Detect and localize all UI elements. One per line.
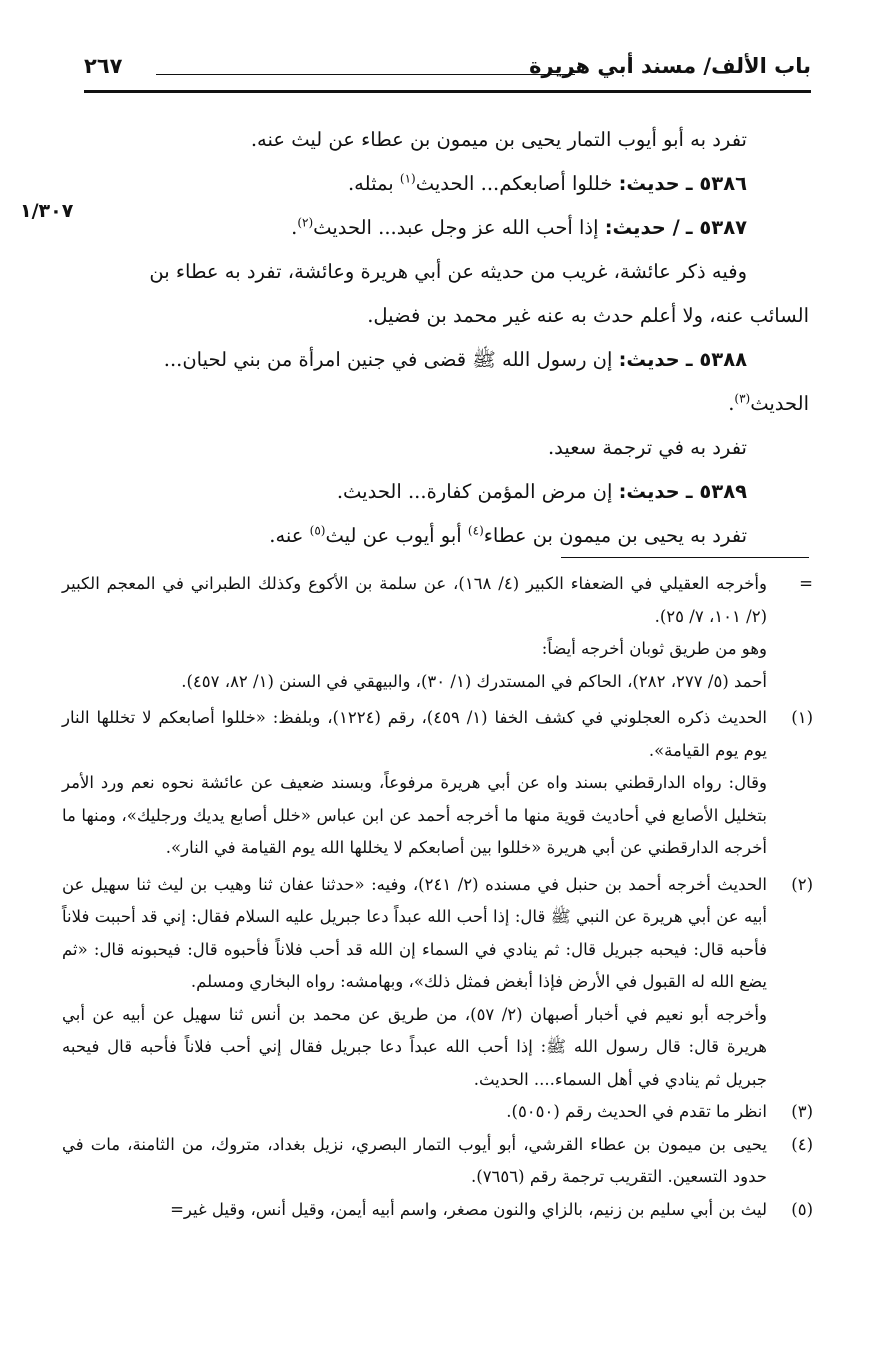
footnote-text: يحيى بن ميمون بن عطاء القرشي، أبو أيوب التمار البصري، نزيل بغداد، متروك، من الثامنة، مات في حدود التسعين. التقريب ترجمة رقم (٧٦٥٦). [62,1134,767,1186]
footnote-3 [62,1096,813,1129]
paragraph-continued: السائب عنه، ولا أعلم حدث به عنه غير محمد بن فضيل. [367,304,809,327]
footnote-text: الحديث ذكره العجلوني في كشف الخفا (١/ ٤٥٩)، رقم (١٢٢٤)، وبلفظ: «خللوا أصابعكم لا تخللها النار يوم يوم القيامة». [62,708,767,760]
footnote-ref: (٣) [734,391,751,406]
page-header [84,48,811,88]
hadith-text: إذا أحب الله عز وجل عبد... الحديث [313,216,599,239]
hadith-number: ٥٣٨٨ ـ [685,348,747,371]
footnote-paragraph: وهو من طريق ثوبان أخرجه أيضاً: [541,639,767,658]
footnote-text: ليث بن أبي سليم بن زنيم، بالزاي والنون مصغر، واسم أبيه أيمن، وقيل أنس، وقيل غير= [170,1199,767,1219]
header-rule [84,90,811,93]
footnote-separator [561,557,809,558]
hadith-text: إن مرض المؤمن كفارة... الحديث. [336,480,613,503]
continuation-mark: = [799,574,813,593]
footnote-1 [62,702,813,767]
hadith-5386 [62,162,809,206]
text-segment: تفرد به يحيى بن ميمون بن عطاء [483,524,747,547]
footnote-marker: (٤) [791,1134,813,1154]
hadith-word: حديث: [618,348,680,371]
page-number: ٢٦٧ [84,54,123,78]
hadith-5387 [62,206,809,250]
hadith-tail: . [291,216,298,239]
hadith-number: ٥٣٨٩ ـ [685,480,747,503]
text-segment: أبو أيوب عن ليث [325,524,462,547]
margin-folio-note: ١/٣٠٧ [20,200,74,222]
footnote-paragraph: وقال: رواه الدارقطني بسند واه عن أبي هريرة مرفوعاً، وبسند ضعيف عن عائشة نحوه نعم ورد الأمر بتخليل الأصابع في أحاديث قوية منها ما أخرجه أحمد عن ابن عباس «خلل أصابع يديك ورجليك»، ومنها ما أخرجه الدارقطني عن أبي هريرة «خللوا بين أصابعكم لا يخللها الله يوم القيامة في النار». [62,773,767,857]
footnote-paragraph: وأخرجه أبو نعيم في أخبار أصبهان (٢/ ٥٧)، من طريق عن محمد بن أنس ثنا سهيل عن أبيه عن أبي هريرة قال: قال رسول الله ﷺ: إذا أحب الله عبداً دعا جبريل فقال إني أحب فلاناً فأحبه قال فيحبه جبريل ثم ينادي في أهل السماء.... الحديث. [62,1004,767,1089]
footnote-2 [62,869,813,999]
footnote-text: وأخرجه العقيلي في الضعفاء الكبير (٤/ ١٦٨)، عن سلمة بن الأكوع وكذلك الطبراني في المعجم الكبير (٢/ ١٠١، ٧/ ٢٥). [62,574,767,626]
hadith-word: حديث: [618,172,680,195]
hadith-text: الحديث [750,392,809,415]
paragraph: تفرد به في ترجمة سعيد. [547,436,747,459]
paragraph: وفيه ذكر عائشة، غريب من حديثه عن أبي هريرة وعائشة، تفرد به عطاء بن [149,260,747,283]
hadith-5389 [62,470,809,514]
footnote-ref: (١) [399,171,416,186]
hadith-5388 [62,338,809,382]
footnote-marker: (١) [791,708,813,727]
running-title: باب الألف/ مسند أبي هريرة [529,54,811,78]
text-segment: عنه. [269,524,304,547]
hadith-number: ٥٣٨٦ ـ [685,172,747,195]
hadith-5388-continued [62,382,809,426]
hadith-number: ٥٣٨٧ ـ [685,216,747,239]
footnotes [62,568,813,1226]
footnote-text: الحديث أخرجه أحمد بن حنبل في مسنده (٢/ ٢٤١)، وفيه: «حدثنا عفان ثنا وهيب بن ليث ثنا سهيل عن أبيه عن أبي هريرة عن النبي ﷺ قال: إذا أحب الله عبداً دعا جبريل عليه السلام فقال: إني قد أحببت فلاناً فأحبه قال: فيحبه جبريل قال: ثم ينادي في السماء إن الله قد أحب فلاناً فأحبوه قال: فيحبونه قال: «ثم يضع الله له القبول في الأرض فإذا أبغض فمثل ذلك»، وبهامشه: رواه البخاري ومسلم. [62,874,767,991]
footnote-marker: (٣) [791,1102,813,1121]
footnote-ref: (٤) [467,523,484,538]
footnote-text: انظر ما تقدم في الحديث رقم (٥٠٥٠). [506,1102,767,1121]
footnote-paragraph: أحمد (٥/ ٢٧٧، ٢٨٢)، الحاكم في المستدرك (١/ ٣٠)، والبيهقي في السنن (١/ ٨٢، ٤٥٧). [181,671,767,691]
hadith-word: / حديث: [604,216,680,239]
hadith-word: حديث: [618,480,680,503]
main-text [62,118,809,558]
paragraph: تفرد به أبو أيوب التمار يحيى بن ميمون بن عطاء عن ليث عنه. [250,128,747,151]
footnote-ref: (٢) [297,215,314,230]
footnote-5 [62,1194,813,1227]
footnote-4 [62,1129,813,1194]
footnote-marker: (٥) [791,1199,813,1219]
footnote-ref: (٥) [309,523,326,538]
hadith-text: إن رسول الله ﷺ قضى في جنين امرأة من بني لحيان... [163,348,613,371]
hadith-tail: . [728,392,735,415]
header-dash-line [156,74,575,75]
paragraph [62,514,809,558]
hadith-text: خللوا أصابعكم... الحديث [415,172,613,195]
footnote-continued [62,568,813,633]
hadith-tail: بمثله. [347,172,394,195]
footnote-marker: (٢) [791,874,813,894]
